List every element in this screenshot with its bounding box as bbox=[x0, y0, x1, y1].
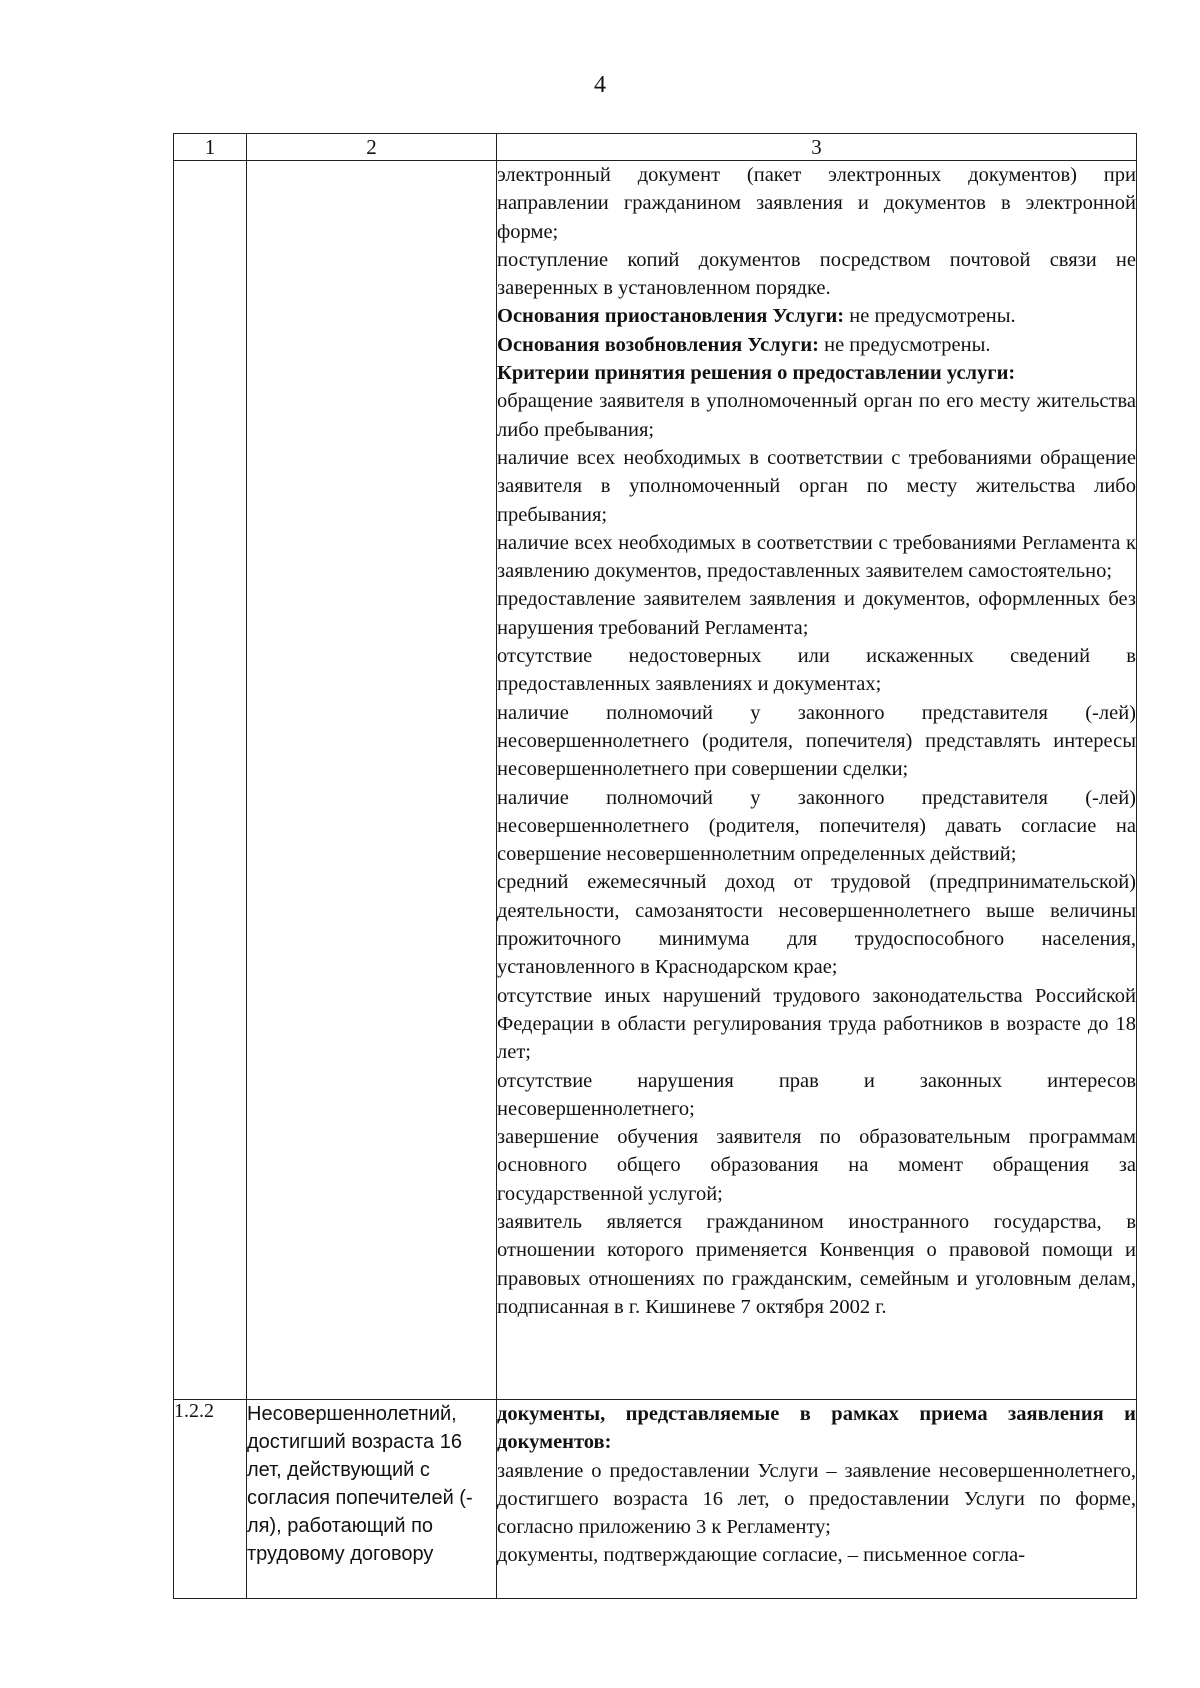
table-row bbox=[174, 1400, 1137, 1599]
content-paragraph bbox=[497, 529, 1136, 586]
header-col-1: 1 bbox=[174, 134, 247, 161]
content-paragraph bbox=[497, 642, 1136, 699]
content-paragraph bbox=[497, 585, 1136, 642]
content-paragraph bbox=[497, 161, 1136, 246]
document-table bbox=[173, 133, 1137, 1599]
content-text: наличие полномочий у законного представителя (-лей) несовершеннолетнего (родителя, попечителя) давать согласие на совершение несовершеннолетним определенных действий; bbox=[497, 786, 1136, 866]
content-text: завершение обучения заявителя по образовательным программам основного общего образования на момент обращения за государственной услугой; bbox=[497, 1126, 1136, 1205]
content-paragraph bbox=[497, 444, 1136, 529]
content-paragraph bbox=[497, 331, 1136, 359]
table-row bbox=[174, 161, 1137, 1400]
content-text: наличие всех необходимых в соответствии с требованиями обращение заявителя в уполномоченный орган по месту жительства либо пребывания; bbox=[497, 446, 1136, 526]
row-content bbox=[497, 1400, 1137, 1599]
content-text: не предусмотрены. bbox=[818, 333, 991, 356]
content-text: не предусмотрены. bbox=[844, 305, 1016, 328]
content-paragraph bbox=[497, 1208, 1136, 1321]
content-paragraph bbox=[497, 1541, 1136, 1569]
content-text: обращение заявителя в уполномоченный орган по его месту жительства либо пребывания; bbox=[497, 390, 1136, 441]
row-number: 1.2.2 bbox=[174, 1400, 247, 1599]
content-heading: документы, представляемые в рамках приема заявления и документов: bbox=[497, 1403, 1136, 1454]
content-heading: Основания приостановления Услуги: bbox=[497, 305, 845, 328]
content-paragraph bbox=[497, 784, 1136, 869]
content-text: заявление о предоставлении Услуги – заявление несовершеннолетнего, достигшего возраста 16 лет, о предоставлении Услуги по форме, согласно приложению 3 к Регламенту; bbox=[497, 1459, 1136, 1539]
header-col-2: 2 bbox=[247, 134, 497, 161]
content-paragraph bbox=[497, 302, 1136, 330]
content-paragraph bbox=[497, 868, 1136, 981]
header-col-3: 3 bbox=[497, 134, 1137, 161]
content-text: поступление копий документов посредством почтовой связи не заверенных в установленном порядке. bbox=[497, 248, 1136, 300]
header-row bbox=[174, 134, 1137, 161]
content-paragraph bbox=[497, 982, 1136, 1067]
content-text: средний ежемесячный доход от трудовой (предпринимательской) деятельности, самозанятости несовершеннолетнего выше величины прожиточного минимума для трудоспособного населения, установленного в Краснодарском крае; bbox=[497, 871, 1136, 979]
content-text: наличие всех необходимых в соответствии с требованиями Регламента к заявлению документов, предоставленных заявителем самостоятельно; bbox=[497, 531, 1136, 583]
row-number bbox=[174, 161, 247, 1400]
content-paragraph bbox=[497, 1067, 1136, 1124]
content-paragraph bbox=[497, 387, 1136, 444]
content-paragraph bbox=[497, 699, 1136, 784]
content-heading: Критерии принятия решения о предоставлении услуги: bbox=[497, 362, 1016, 385]
content-text: заявитель является гражданином иностранного государства, в отношении которого применяется Конвенция о правовой помощи и правовых отношениях по гражданским, семейным и уголовным делам, подписанная в г. Кишиневе 7 октября 2002 г. bbox=[497, 1210, 1136, 1318]
content-paragraph bbox=[497, 1123, 1136, 1208]
content-paragraph bbox=[497, 1457, 1136, 1542]
content-text: отсутствие иных нарушений трудового законодательства Российской Федерации в области регулирования труда работников в возрасте до 18 лет; bbox=[497, 984, 1136, 1064]
content-heading: Основания возобновления Услуги: bbox=[497, 333, 819, 356]
content-text: отсутствие нарушения прав и законных интересов несовершеннолетнего; bbox=[497, 1069, 1136, 1120]
content-text: отсутствие недостоверных или искаженных сведений в предоставленных заявлениях и документах; bbox=[497, 645, 1136, 696]
content-paragraph bbox=[497, 1400, 1136, 1457]
row-content bbox=[497, 161, 1137, 1400]
content-paragraph bbox=[497, 359, 1136, 387]
content-text: наличие полномочий у законного представителя (-лей) несовершеннолетнего (родителя, попечителя) представлять интересы несовершеннолетнего при совершении сделки; bbox=[497, 701, 1136, 781]
page-number: 4 bbox=[594, 72, 606, 98]
content-paragraph bbox=[497, 246, 1136, 303]
row-subject bbox=[247, 161, 497, 1400]
content-text: документы, подтверждающие согласие, – письменное согла- bbox=[497, 1544, 1026, 1567]
content-text: предоставление заявителем заявления и документов, оформленных без нарушения требований Регламента; bbox=[497, 588, 1136, 639]
row-subject: Несовершеннолетний, достигший возраста 16 лет, действующий с согласия попечителей (-ля), работающий по трудовому договору bbox=[247, 1400, 497, 1599]
content-text: электронный документ (пакет электронных документов) при направлении гражданином заявления и документов в электронной форме; bbox=[497, 164, 1136, 243]
